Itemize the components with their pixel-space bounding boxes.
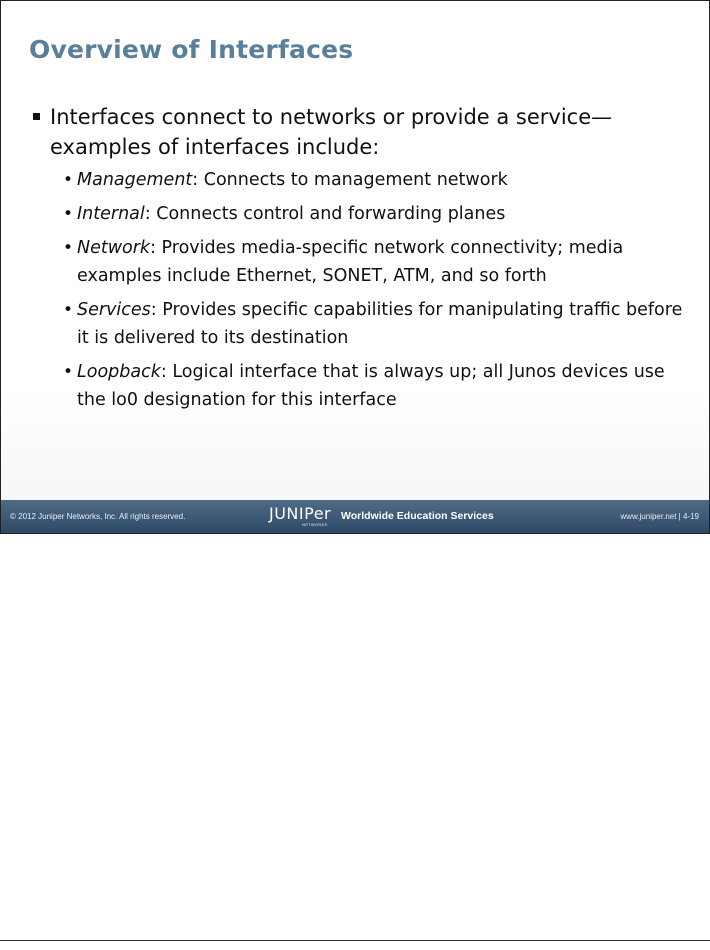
bullet-dot-icon: • bbox=[63, 238, 74, 258]
bullet-dot-icon: • bbox=[63, 170, 74, 190]
item-description: : Provides media-specific network connectivity; media examples include Ethernet, SONET, ATM, and so forth bbox=[77, 238, 624, 286]
item-description: : Connects control and forwarding planes bbox=[144, 204, 506, 224]
item-term: Management bbox=[77, 170, 193, 190]
square-bullet-icon bbox=[33, 113, 40, 120]
item-term: Services bbox=[77, 300, 151, 320]
footer-separator: | bbox=[678, 512, 681, 521]
item-term: Loopback bbox=[77, 362, 161, 382]
list-item-network bbox=[63, 234, 693, 290]
juniper-logo bbox=[269, 503, 331, 529]
bullet-dot-icon: • bbox=[63, 300, 74, 320]
item-term: Network bbox=[77, 238, 151, 258]
logo-subtext: NETWORKS bbox=[302, 522, 328, 527]
item-description: : Provides specific capabilities for manipulating traffic before it is delivered to its destination bbox=[77, 300, 683, 348]
bottom-rule bbox=[0, 940, 710, 941]
slide-content bbox=[33, 102, 693, 420]
footer-url: www.juniper.net bbox=[620, 512, 677, 521]
list-item-internal bbox=[63, 200, 693, 228]
list-item-services bbox=[63, 296, 693, 352]
slide-footer bbox=[1, 500, 709, 533]
item-term: Internal bbox=[77, 204, 145, 224]
main-bullet bbox=[33, 102, 693, 162]
main-bullet-text: Interfaces connect to networks or provide a service—examples of interfaces include: bbox=[50, 105, 613, 159]
interface-types-list bbox=[33, 166, 693, 414]
copyright-text: © 2012 Juniper Networks, Inc. All rights reserved. bbox=[10, 512, 186, 521]
page-number: 4-19 bbox=[682, 512, 699, 521]
list-item-loopback bbox=[63, 358, 693, 414]
slide-title: Overview of Interfaces bbox=[29, 35, 354, 64]
list-item-management bbox=[63, 166, 693, 194]
bullet-dot-icon: • bbox=[63, 204, 74, 224]
logo-wordmark: JUNIPer bbox=[269, 504, 332, 523]
item-description: : Logical interface that is always up; all Junos devices use the lo0 designation for this interface bbox=[77, 362, 665, 410]
item-description: : Connects to management network bbox=[192, 170, 508, 190]
footer-tagline: Worldwide Education Services bbox=[341, 510, 494, 522]
footer-page-info bbox=[620, 512, 699, 521]
bullet-dot-icon: • bbox=[63, 362, 74, 382]
